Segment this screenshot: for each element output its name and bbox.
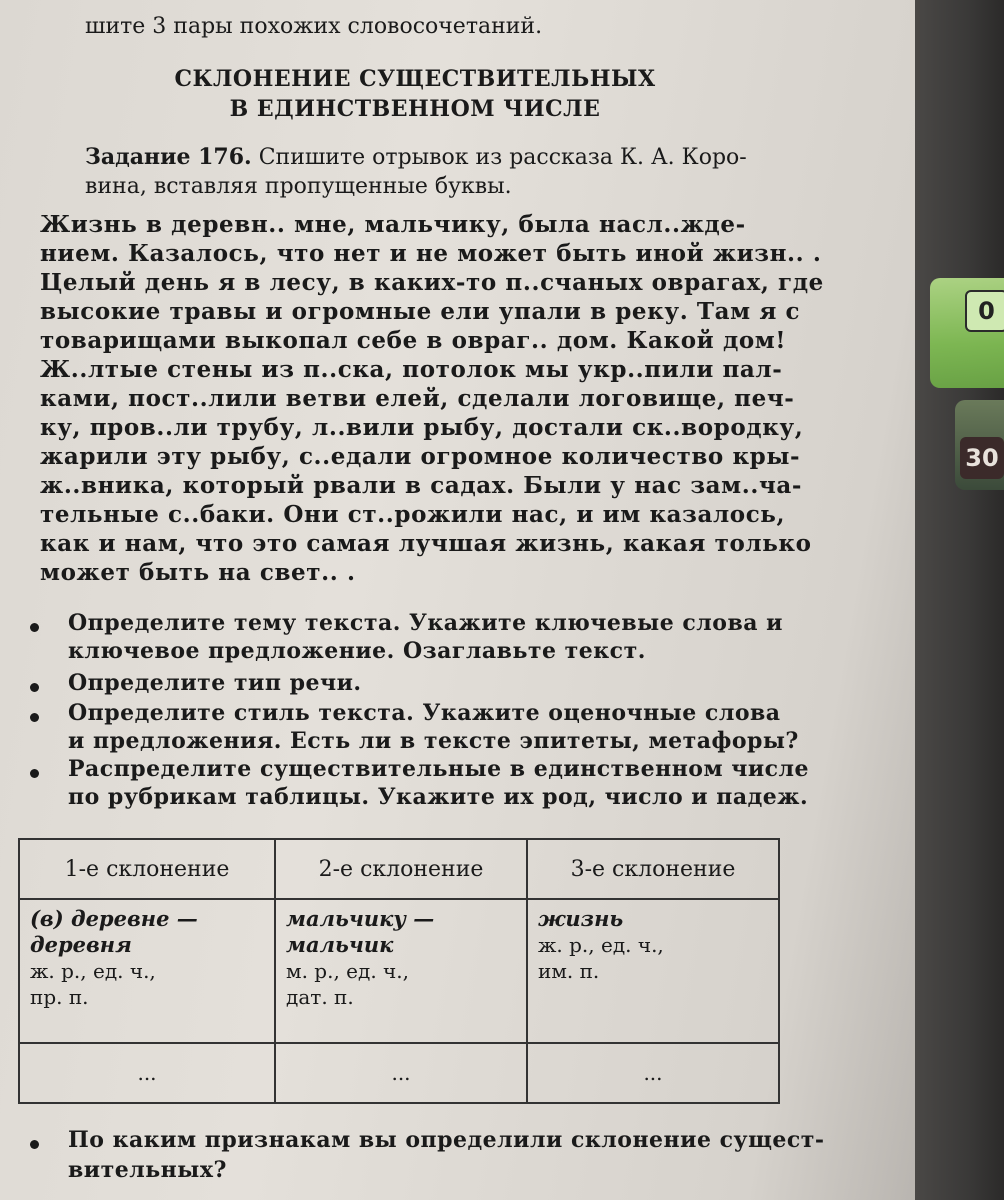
question-line: Определите тип речи.	[68, 670, 362, 696]
grammar-note: ж. р., ед. ч.,	[538, 933, 664, 957]
passage-line: ж..вника, который рвали в садах. Были у нас зам..ча-	[40, 472, 803, 499]
passage-line: жарили эту рыбу, с..едали огромное количество кры-	[40, 443, 801, 470]
passage-line: нием. Казалось, что нет и не может быть иной жизн.. .	[40, 240, 822, 267]
table-row	[19, 1043, 779, 1103]
question-line: вительных?	[68, 1157, 227, 1183]
passage-line: Жизнь в деревн.. мне, мальчику, была насл..жде-	[40, 211, 746, 238]
previous-task-tail: шите 3 пары похожих словосочетаний.	[85, 14, 543, 39]
question-line: ключевое предложение. Озаглавьте текст.	[68, 638, 646, 664]
table-cell: ...	[527, 1043, 779, 1103]
passage-line: ку, пров..ли трубу, л..вили рыбу, достали ск..вородку,	[40, 414, 804, 441]
grammar-note: дат. п.	[286, 985, 354, 1009]
bullet-icon	[30, 713, 39, 722]
passage-line: тельные с..баки. Они ст..рожили нас, и им казалось,	[40, 501, 786, 528]
grammar-note: м. р., ед. ч.,	[286, 959, 409, 983]
passage-line: высокие травы и огромные ели упали в реку. Там я с	[40, 298, 801, 325]
passage-line: Ж..лтые стены из п..ска, потолок мы укр..пили пал-	[40, 356, 783, 383]
question-line: По каким признакам вы определили склонение сущест-	[68, 1127, 825, 1153]
passage-line: ками, пост..лили ветви елей, сделали логовище, печ-	[40, 385, 795, 412]
bullet-icon	[30, 683, 39, 692]
table-cell	[275, 899, 527, 1043]
bookmark-number: 0	[965, 290, 1004, 332]
question-line: и предложения. Есть ли в тексте эпитеты, метафоры?	[68, 728, 799, 754]
table-header-row	[19, 839, 779, 899]
table-header: 2-е склонение	[275, 839, 527, 899]
task-text: Спишите отрывок из рассказа К. А. Коро-	[251, 145, 747, 170]
passage-line: может быть на свет.. .	[40, 559, 356, 586]
table-cell	[527, 899, 779, 1043]
table-row	[19, 899, 779, 1043]
example-word: мальчику —	[286, 906, 435, 931]
task-line: вина, вставляя пропущенные буквы.	[85, 174, 512, 199]
table-cell: ...	[275, 1043, 527, 1103]
section-heading-line: В ЕДИНСТВЕННОМ ЧИСЛЕ	[229, 96, 601, 122]
question-line: по рубрикам таблицы. Укажите их род, число и падеж.	[68, 784, 809, 810]
bullet-icon	[30, 1140, 39, 1149]
example-word: деревня	[30, 932, 132, 957]
example-word: мальчик	[286, 932, 394, 957]
task-line	[85, 142, 747, 173]
bookmark-number: 30	[960, 437, 1004, 479]
declension-table	[18, 838, 780, 1104]
task-label: Задание 176.	[85, 144, 252, 170]
table-header: 1-е склонение	[19, 839, 275, 899]
table-cell: ...	[19, 1043, 275, 1103]
grammar-note: пр. п.	[30, 985, 89, 1009]
question-line: Определите тему текста. Укажите ключевые слова и	[68, 610, 783, 636]
example-word: жизнь	[538, 906, 624, 931]
grammar-note: ж. р., ед. ч.,	[30, 959, 156, 983]
book-edge	[915, 0, 1004, 1200]
section-heading-line: СКЛОНЕНИЕ СУЩЕСТВИТЕЛЬНЫХ	[174, 66, 656, 92]
grammar-note: им. п.	[538, 959, 600, 983]
bullet-icon	[30, 623, 39, 632]
bullet-icon	[30, 769, 39, 778]
passage-line: как и нам, что это самая лучшая жизнь, какая только	[40, 530, 812, 557]
question-line: Распределите существительные в единственном числе	[68, 756, 810, 782]
passage-line: товарищами выкопал себе в овраг.. дом. Какой дом!	[40, 327, 787, 354]
table-cell	[19, 899, 275, 1043]
example-word: (в) деревне —	[30, 906, 198, 931]
passage-line: Целый день я в лесу, в каких-то п..счаных оврагах, где	[40, 269, 824, 296]
table-header: 3-е склонение	[527, 839, 779, 899]
question-line: Определите стиль текста. Укажите оценочные слова	[68, 700, 781, 726]
